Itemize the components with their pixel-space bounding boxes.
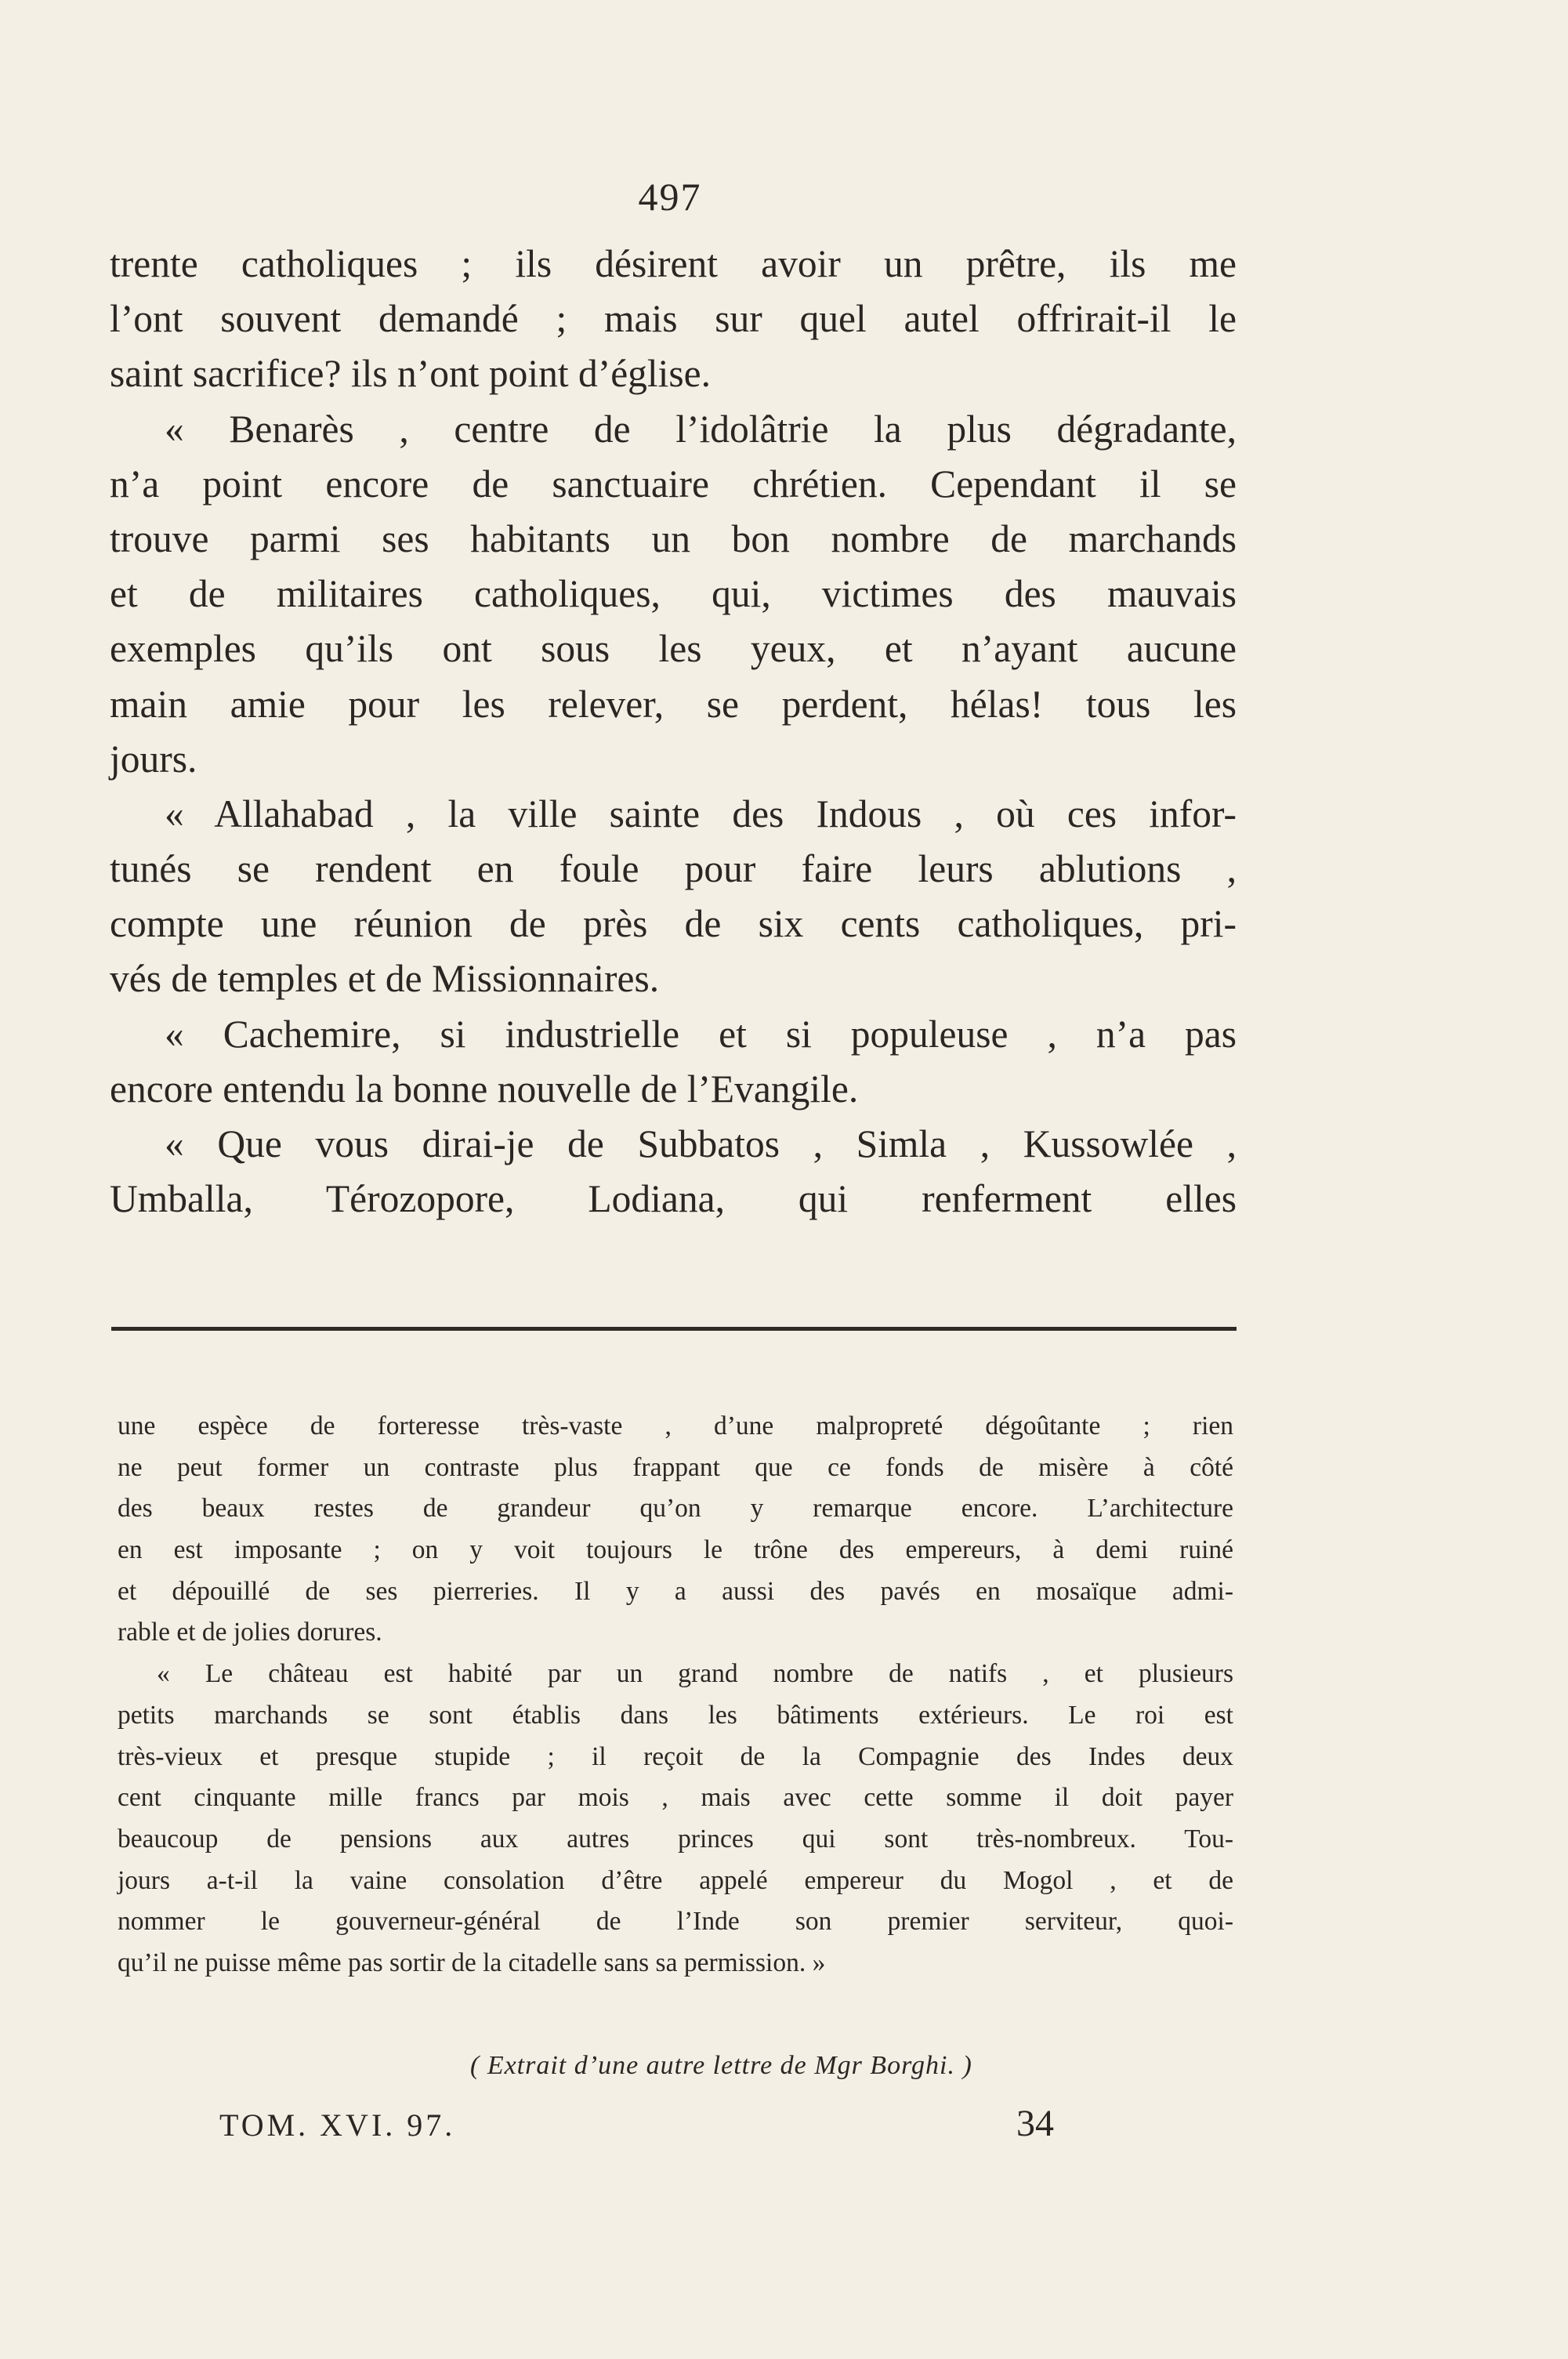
text-line: compte une réunion de près de six cents catholiques, pri-	[110, 902, 1237, 946]
footnote-line: nommer le gouverneur-général de l’Inde son premier serviteur, quoi-	[118, 1907, 1233, 1937]
footnote-line: ne peut former un contraste plus frappant que ce fonds de misère à côté	[118, 1452, 1233, 1482]
footnote-block	[118, 1406, 1233, 1984]
text-line: trouve parmi ses habitants un bon nombre de marchands	[110, 516, 1237, 560]
text-line: vés de temples et de Missionnaires.	[110, 957, 660, 1001]
main-text-block	[110, 237, 1237, 1227]
footnote-line: en est imposante ; on y voit toujours le trône des empereurs, à demi ruiné	[118, 1535, 1233, 1565]
footnote-line: des beaux restes de grandeur qu’on y remarque encore. L’architecture	[118, 1494, 1233, 1524]
text-line: encore entendu la bonne nouvelle de l’Evangile.	[110, 1067, 859, 1111]
page-number: 497	[638, 175, 702, 219]
footnote-line: jours a-t-il la vaine consolation d’être appelé empereur du Mogol , et de	[118, 1865, 1233, 1895]
footnote-separator-rule	[111, 1327, 1237, 1331]
footnote-line: rable et de jolies dorures.	[118, 1618, 382, 1647]
text-line: « Allahabad , la ville sainte des Indous , où ces infor-	[165, 792, 1237, 835]
footnote-line: qu’il ne puisse même pas sortir de la citadelle sans sa permission. »	[118, 1948, 826, 1977]
footnote-line: très-vieux et presque stupide ; il reçoit de la Compagnie des Indes deux	[118, 1741, 1233, 1771]
footnote-line: petits marchands se sont établis dans les bâtiments extérieurs. Le roi est	[118, 1700, 1233, 1730]
text-line: et de militaires catholiques, qui, victimes des mauvais	[110, 572, 1237, 616]
footnote-line: et dépouillé de ses pierreries. Il y a aussi des pavés en mosaïque admi-	[118, 1576, 1233, 1606]
text-line: exemples qu’ils ont sous les yeux, et n’ayant aucune	[110, 627, 1237, 671]
text-line: « Cachemire, si industrielle et si populeuse , n’a pas	[165, 1012, 1237, 1056]
footnote-line: cent cinquante mille francs par mois , mais avec cette somme il doit payer	[118, 1783, 1233, 1813]
text-line: trente catholiques ; ils désirent avoir un prêtre, ils me	[110, 242, 1237, 285]
volume-signature: TOM. XVI. 97.	[219, 2107, 456, 2143]
text-line: main amie pour les relever, se perdent, hélas! tous les	[110, 682, 1237, 726]
text-line: l’ont souvent demandé ; mais sur quel autel offrirait-il le	[110, 297, 1237, 341]
text-line: saint sacrifice? ils n’ont point d’église.	[110, 352, 712, 396]
text-line: « Benarès , centre de l’idolâtrie la plus dégradante,	[165, 407, 1237, 451]
text-line: n’a point encore de sanctuaire chrétien. Cependant il se	[110, 462, 1237, 506]
footnote-line: « Le château est habité par un grand nombre de natifs , et plusieurs	[157, 1659, 1233, 1689]
footnote-attribution: ( Extrait d’une autre lettre de Mgr Borghi. )	[470, 2051, 972, 2080]
text-line: « Que vous dirai-je de Subbatos , Simla , Kussowlée ,	[165, 1122, 1237, 1165]
text-line: jours.	[110, 737, 197, 781]
footnote-line: une espèce de forteresse très-vaste , d’une malpropreté dégoûtante ; rien	[118, 1411, 1233, 1440]
footnote-line: beaucoup de pensions aux autres princes qui sont très-nombreux. Tou-	[118, 1824, 1233, 1854]
text-line: tunés se rendent en foule pour faire leurs ablutions ,	[110, 847, 1237, 891]
text-line: Umballa, Térozopore, Lodiana, qui renferment elles	[110, 1177, 1237, 1221]
gathering-signature: 34	[1016, 2103, 1054, 2144]
